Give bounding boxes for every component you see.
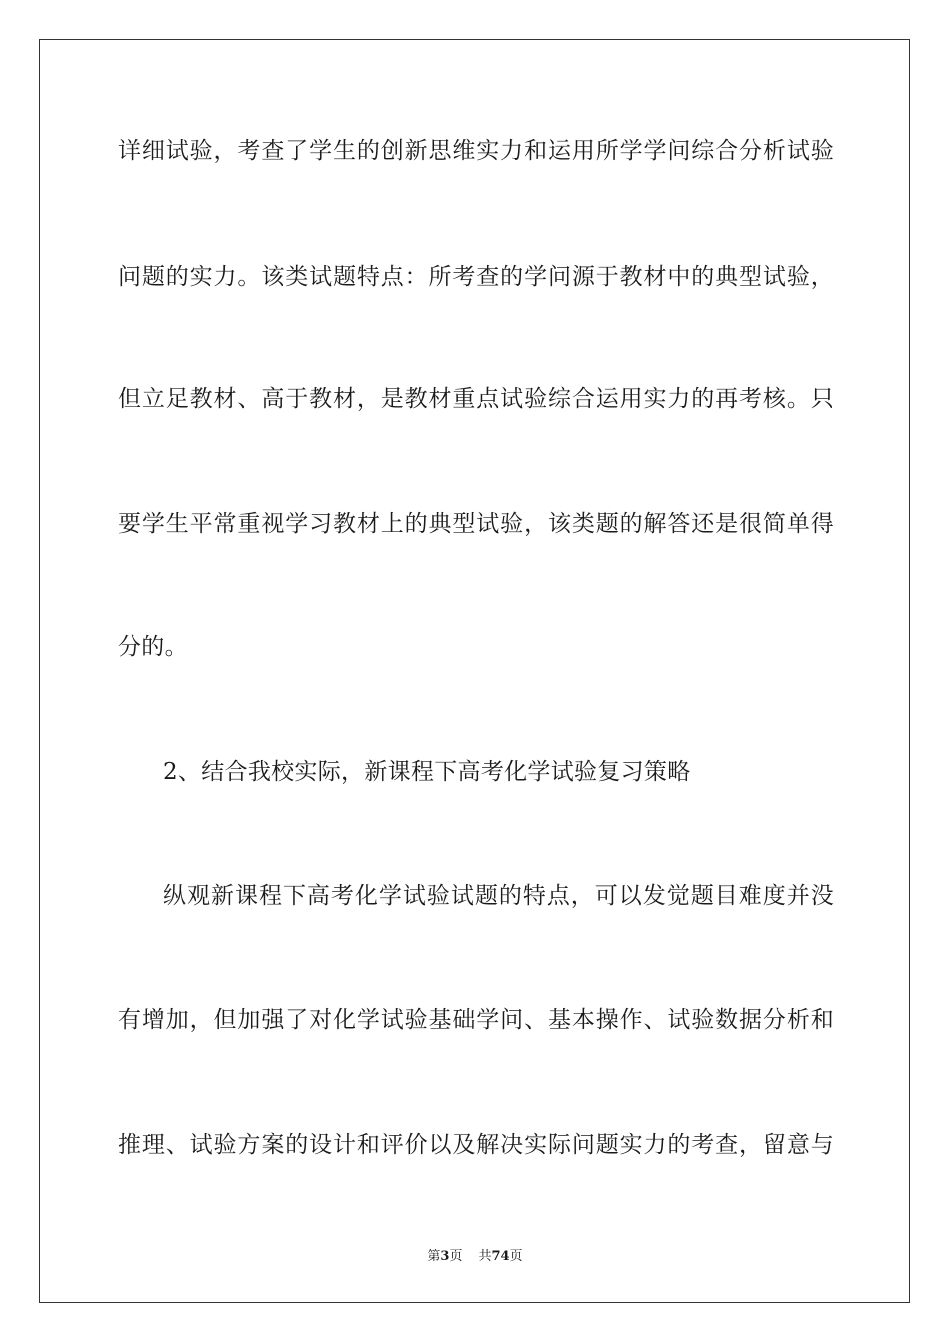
page-number: 3 xyxy=(440,1249,450,1264)
body-text-line: 但立足教材、高于教材，是教材重点试验综合运用实力的再考核。只 xyxy=(118,386,834,412)
page-border xyxy=(39,39,910,1303)
page-prefix: 第 xyxy=(427,1249,441,1264)
total-suffix: 页 xyxy=(509,1249,523,1264)
page-suffix: 页 xyxy=(449,1249,463,1264)
body-text-line: 推理、试验方案的设计和评价以及解决实际问题实力的考查，留意与 xyxy=(118,1132,834,1158)
body-text-line: 有增加，但加强了对化学试验基础学问、基本操作、试验数据分析和 xyxy=(118,1007,834,1033)
total-prefix: 共 xyxy=(478,1249,492,1264)
body-text-line: 详细试验，考查了学生的创新思维实力和运用所学学问综合分析试验 xyxy=(118,138,834,164)
body-text-line: 纵观新课程下高考化学试验试题的特点，可以发觉题目难度并没 xyxy=(163,883,834,909)
page-footer xyxy=(0,1248,950,1266)
body-text-line: 要学生平常重视学习教材上的典型试验，该类题的解答还是很简单得 xyxy=(118,511,834,537)
body-text-line: 问题的实力。该类试题特点：所考查的学问源于教材中的典型试验， xyxy=(118,264,834,290)
section-heading: 2、结合我校实际，新课程下高考化学试验复习策略 xyxy=(163,759,691,785)
body-text-line: 分的。 xyxy=(118,634,188,660)
total-pages: 74 xyxy=(491,1249,510,1264)
